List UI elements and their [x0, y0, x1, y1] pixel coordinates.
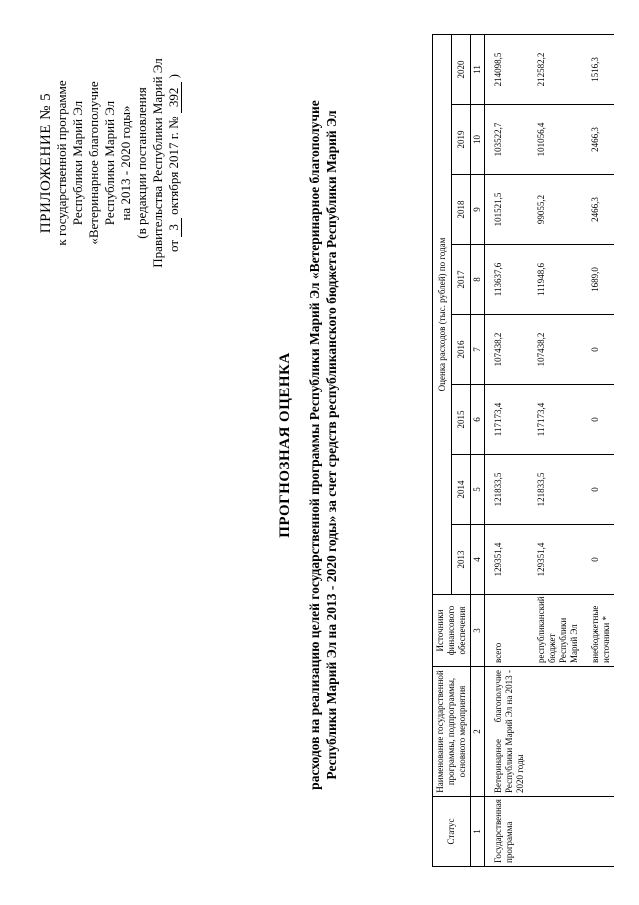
header-year: 2014	[452, 455, 471, 525]
title-main: ПРОГНОЗНАЯ ОЦЕНКА	[277, 352, 293, 538]
row-value: 117173,4	[485, 385, 529, 455]
row-value: 0	[582, 455, 614, 525]
column-number: 6	[471, 385, 485, 455]
header-year: 2020	[452, 34, 471, 104]
row-value: 117173,4	[528, 385, 582, 455]
date-day: 3	[167, 218, 182, 237]
appendix-title: ПРИЛОЖЕНИЕ № 5	[38, 92, 54, 234]
title-line-2: Республики Марий Эл на 2013 - 2020 годы» за счет средств республиканского бюджета Республики Марий Эл	[324, 110, 339, 780]
header-year: 2015	[452, 385, 471, 455]
row-value: 214098,5	[485, 34, 529, 104]
date-suffix: )	[166, 74, 181, 79]
appendix-line: на 2013 - 2020 годы»	[118, 105, 133, 221]
header-estimate: Оценка расходов (тыс. рублей) по годам	[433, 34, 452, 594]
column-number: 11	[471, 34, 485, 104]
row-value: 121833,5	[528, 455, 582, 525]
row-value: 101056,4	[528, 105, 582, 175]
row-value: 113637,6	[485, 245, 529, 315]
header-year: 2017	[452, 245, 471, 315]
expenditure-table	[432, 34, 614, 867]
header-year: 2019	[452, 105, 471, 175]
row-value: 107438,2	[528, 315, 582, 385]
row-value: 101521,5	[485, 175, 529, 245]
row-source: внебюджетные источники *	[582, 595, 614, 667]
appendix-line: Республики Марий Эл	[70, 100, 85, 226]
row-name	[582, 667, 614, 797]
appendix-block	[38, 43, 182, 283]
appendix-line: Республики Марий Эл	[102, 100, 117, 226]
column-number: 5	[471, 455, 485, 525]
header-year: 2018	[452, 175, 471, 245]
row-value: 129351,4	[528, 525, 582, 595]
column-number: 1	[471, 797, 485, 867]
row-value: 129351,4	[485, 525, 529, 595]
row-status	[582, 797, 614, 867]
row-value: 1516,3	[582, 34, 614, 104]
appendix-line: к государственной программе	[54, 80, 69, 246]
column-number: 8	[471, 245, 485, 315]
header-source: Источники финансового обеспечения	[433, 595, 471, 667]
appendix-line: Правительства Республики Марий Эл	[150, 58, 165, 268]
row-value: 212582,2	[528, 34, 582, 104]
column-number: 4	[471, 525, 485, 595]
appendix-line: «Ветеринарное благополучие	[86, 81, 101, 245]
row-status	[528, 797, 582, 867]
header-year: 2016	[452, 315, 471, 385]
resolution-date-line	[166, 43, 182, 283]
table-row	[528, 34, 582, 866]
row-value: 1689,0	[582, 245, 614, 315]
header-status: Статус	[433, 797, 471, 867]
row-value: 2466,3	[582, 175, 614, 245]
row-value: 2466,3	[582, 105, 614, 175]
column-number: 10	[471, 105, 485, 175]
date-prefix: от	[166, 239, 181, 252]
row-value: 0	[582, 525, 614, 595]
row-status: Государственная программа	[485, 797, 529, 867]
row-value: 107438,2	[485, 315, 529, 385]
column-number: 2	[471, 667, 485, 797]
row-source: всего	[485, 595, 529, 667]
table-row	[582, 34, 614, 866]
row-value: 103522,7	[485, 105, 529, 175]
row-name	[528, 667, 582, 797]
appendix-line: (в редакции постановления	[134, 87, 149, 239]
document-title	[277, 25, 340, 865]
header-year: 2013	[452, 525, 471, 595]
row-value: 0	[582, 385, 614, 455]
column-number: 3	[471, 595, 485, 667]
row-value: 0	[582, 315, 614, 385]
title-line-1: расходов на реализацию целей государственной программы Республики Марий Эл «Ветеринарное благополучие	[307, 100, 322, 790]
row-value: 121833,5	[485, 455, 529, 525]
header-name: Наименование государственной программы, подпрограммы, основного мероприятия	[433, 667, 471, 797]
table-row	[485, 34, 529, 866]
date-number: 392	[167, 82, 182, 114]
column-number: 9	[471, 175, 485, 245]
row-name: Ветеринарное благополучие Республики Марий Эл на 2013 - 2020 годы	[485, 667, 529, 797]
date-month-year: октября 2017 г. №	[166, 116, 181, 215]
row-value: 111948,6	[528, 245, 582, 315]
column-number: 7	[471, 315, 485, 385]
row-source: республиканский бюджет Республики Марий Эл	[528, 595, 582, 667]
row-value: 99055,2	[528, 175, 582, 245]
